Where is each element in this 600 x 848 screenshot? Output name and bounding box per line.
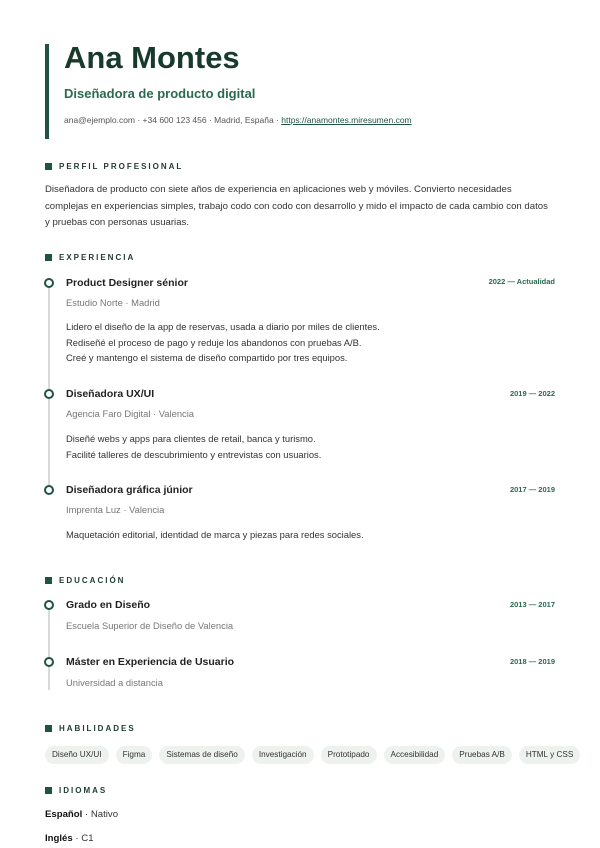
section-title: IDIOMAS — [59, 785, 108, 795]
section-square-icon — [45, 163, 52, 170]
job-org: Agencia Faro Digital · Valencia — [66, 408, 195, 419]
job-bullet: Rediseñé el proceso de pago y reduje los abandonos con pruebas A/B. — [66, 336, 362, 348]
experience-timeline-line — [48, 283, 50, 493]
education-title: Grado en Diseño — [66, 599, 151, 611]
skill-chip: HTML y CSS — [519, 746, 580, 764]
skill-chip: Investigación — [252, 746, 314, 764]
skill-chip: Diseño UX/UI — [45, 746, 109, 764]
timeline-dot-icon — [44, 389, 54, 399]
section-title: EXPERIENCIA — [59, 252, 136, 262]
job-title: Diseñadora gráfica júnior — [66, 484, 193, 496]
skill-chip: Figma — [116, 746, 153, 764]
section-title: HABILIDADES — [59, 723, 136, 733]
job-org: Imprenta Luz · Valencia — [66, 504, 165, 515]
section-title: PERFIL PROFESIONAL — [59, 161, 184, 171]
contact-line — [64, 115, 412, 125]
education-date: 2018 — 2019 — [509, 657, 555, 666]
skill-chip: Pruebas A/B — [452, 746, 512, 764]
timeline-dot-icon — [44, 278, 54, 288]
candidate-role: Diseñadora de producto digital — [64, 86, 256, 101]
timeline-dot-icon — [44, 485, 54, 495]
language-item — [45, 833, 94, 844]
header-accent-bar — [45, 44, 49, 139]
section-square-icon — [45, 725, 52, 732]
job-org: Estudio Norte · Madrid — [66, 297, 160, 308]
job-description — [66, 431, 546, 462]
skills-list — [45, 746, 580, 764]
job-title: Diseñadora UX/UI — [66, 388, 155, 400]
section-square-icon — [45, 577, 52, 584]
section-square-icon — [45, 254, 52, 261]
section-title: EDUCACIÓN — [59, 575, 126, 585]
job-description — [66, 527, 546, 543]
job-bullet: Lidero el diseño de la app de reservas, usada a diario por miles de clientes. — [66, 321, 380, 332]
education-date: 2013 — 2017 — [509, 600, 555, 609]
education-org: Universidad a distancia — [66, 677, 163, 688]
candidate-name: Ana Montes — [64, 40, 240, 75]
education-timeline-line — [48, 606, 50, 690]
section-square-icon — [45, 787, 52, 794]
job-description — [66, 319, 546, 366]
skill-chip: Prototipado — [321, 746, 377, 764]
language-name: Inglés — [45, 833, 73, 844]
job-bullet: Maquetación editorial, identidad de marca y piezas para redes sociales. — [66, 529, 364, 540]
contact-details: ana@ejemplo.com · +34 600 123 456 · Madrid, España · — [64, 115, 282, 125]
timeline-dot-icon — [44, 657, 54, 667]
skill-chip: Sistemas de diseño — [159, 746, 244, 764]
job-date: 2017 — 2019 — [509, 485, 555, 494]
job-bullet: Creé y mantengo el sistema de diseño compartido por tres equipos. — [66, 352, 348, 363]
website-link[interactable]: https://anamontes.miresumen.com — [281, 115, 412, 125]
job-date: 2019 — 2022 — [509, 389, 555, 398]
section-header-languages — [45, 784, 107, 796]
job-bullet: Diseñé webs y apps para clientes de retail, banca y turismo. — [66, 433, 316, 444]
skill-chip: Accesibilidad — [384, 746, 446, 764]
language-item — [45, 809, 118, 820]
language-level: · C1 — [72, 833, 94, 844]
section-header-experience — [45, 251, 135, 263]
job-date: 2022 — Actualidad — [488, 277, 555, 286]
profile-summary: Diseñadora de producto con siete años de experiencia en aplicaciones web y móviles. Convierto necesidades complejas en experiencias simples, trabajo codo con codo con desarrollo y mido el impacto de cada cambio con datos y pruebas con personas usuarias. — [45, 184, 548, 228]
language-level: · Nativo — [82, 809, 119, 820]
section-header-skills — [45, 722, 136, 734]
section-header-education — [45, 574, 125, 586]
education-org: Escuela Superior de Diseño de Valencia — [66, 620, 234, 631]
language-name: Español — [45, 809, 83, 820]
job-title: Product Designer sénior — [66, 277, 188, 289]
education-title: Máster en Experiencia de Usuario — [66, 656, 235, 668]
job-bullet: Facilité talleres de descubrimiento y entrevistas con usuarios. — [66, 448, 322, 460]
timeline-dot-icon — [44, 600, 54, 610]
section-header-profile — [45, 160, 183, 172]
